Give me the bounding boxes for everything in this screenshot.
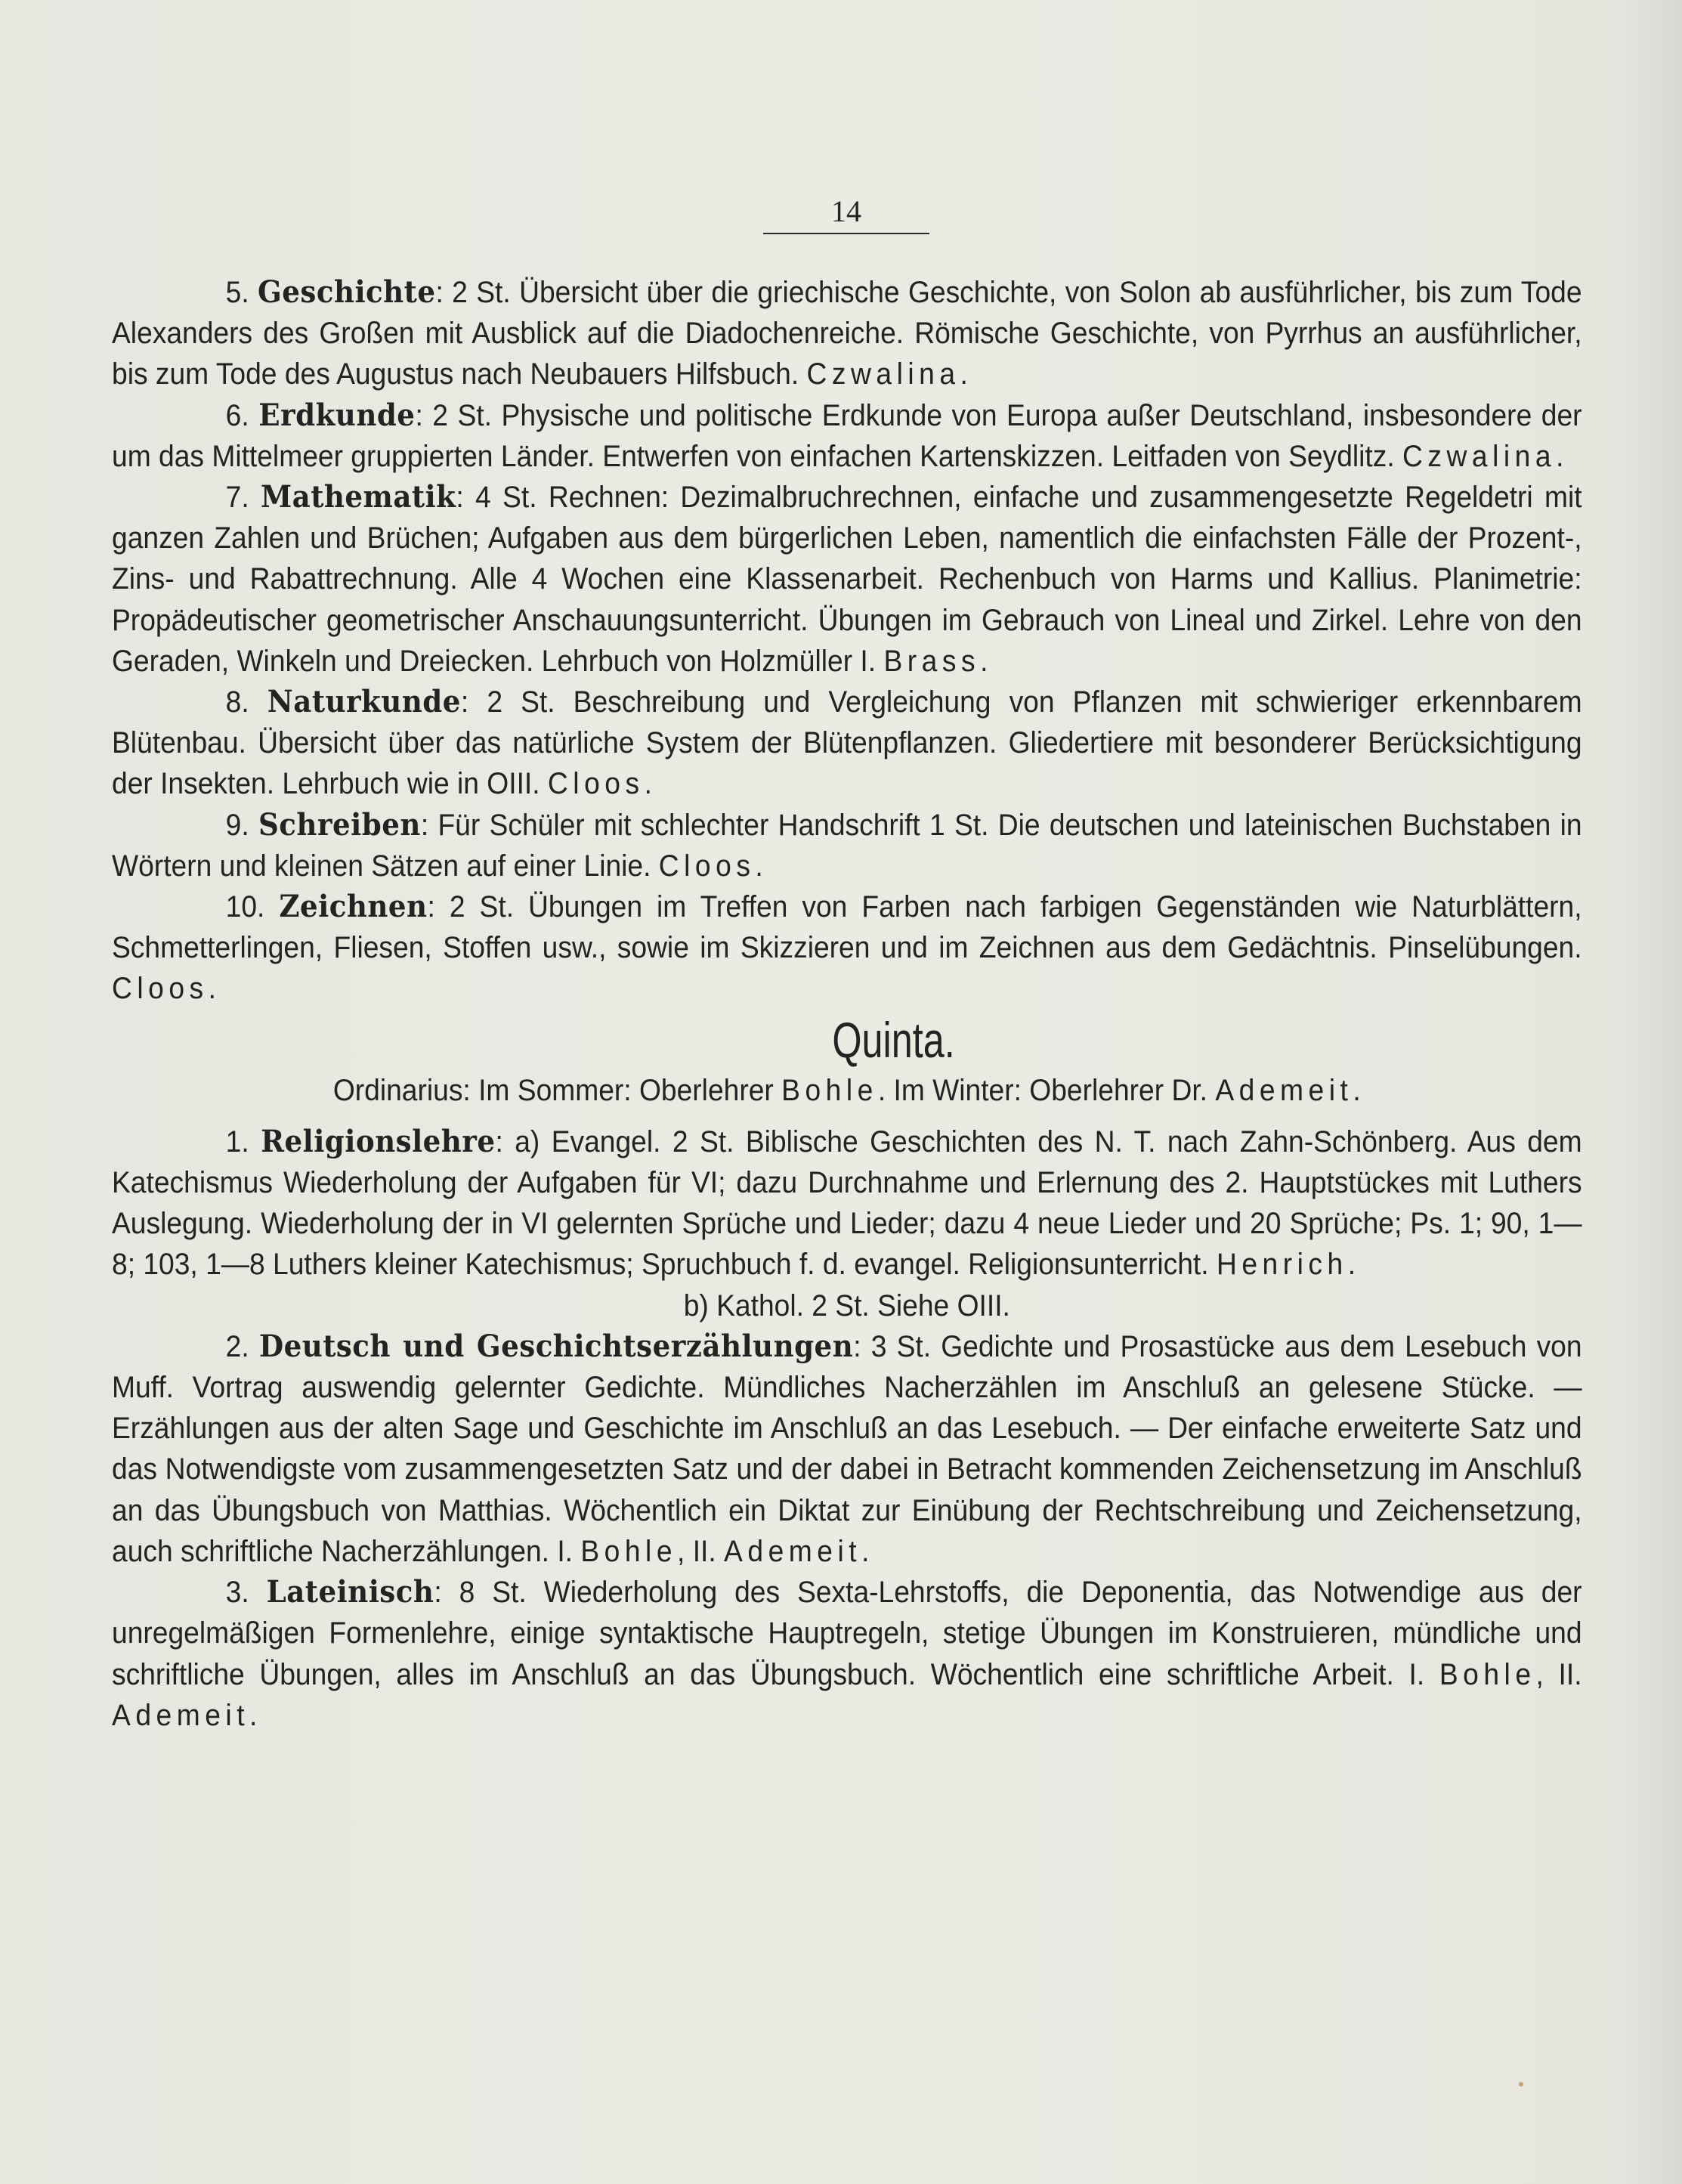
paragraph-zeichnen: 10. Zeichnen: 2 St. Übungen im Treffen von Farben nach farbigen Gegenständen wie Naturblättern, Schmetterlingen, Fliesen, Stoffen usw., sowie im Skizzieren und im Zeichnen aus dem Gedächtnis. Pinselübungen. Cloos. — [112, 889, 1582, 1006]
teacher-name: Ademeit — [112, 1698, 250, 1732]
teacher-name: Bohle — [580, 1534, 678, 1568]
teacher-name: Czwalina — [1402, 439, 1557, 473]
teacher-name: Cloos — [112, 972, 209, 1006]
paragraph-erdkunde: 6. Erdkunde: 2 St. Physische und politische Erdkunde von Europa außer Deutschland, insbesondere der um das Mittelmeer gruppierten Länder. Entwerfen von einfachen Kartenskizzen. Leitfaden von Seydlitz. Czwalina. — [112, 397, 1582, 473]
teacher-name: Cloos — [547, 767, 645, 801]
teacher-name: Cloos — [658, 849, 756, 883]
paper-speck — [1519, 2082, 1523, 2087]
page-body — [112, 272, 1582, 1736]
religion-catholic-line: b) Kathol. 2 St. Siehe OIII. — [683, 1288, 1010, 1322]
paragraph-lateinisch: 3. Lateinisch: 8 St. Wiederholung des Sexta-Lehrstoffs, die Deponentia, das Notwendige aus der unregelmäßigen Formenlehre, einige syntaktische Hauptregeln, stetige Übungen im Konstruieren, mündliche und schriftliche Übungen, alles im Anschluß an das Übungsbuch. Wöchentlich eine schriftliche Arbeit. I. Bohle, II. Ademeit. — [112, 1574, 1582, 1732]
teacher-name: Bohle — [1439, 1657, 1536, 1691]
paragraph-religionslehre: 1. Religionslehre: a) Evangel. 2 St. Biblische Geschichten des N. T. nach Zahn-Schönberg. Aus dem Katechismus Wiederholung der Aufgaben für VI; dazu Durchnahme und Erlernung des 2. Hauptstückes mit Luthers Auslegung. Wiederholung der in VI gelernten Sprüche und Lieder; dazu 4 neue Lieder und 20 Sprüche; Ps. 1; 90, 1—8; 103, 1—8 Luthers kleiner Katechismus; Spruchbuch f. d. evangel. Religionsunterricht. Henrich. — [112, 1123, 1582, 1282]
teacher-name: Brass — [883, 644, 981, 678]
paragraph-deutsch: 2. Deutsch und Geschichtserzählungen: 3 St. Gedichte und Prosastücke aus dem Lesebuch von Muff. Vortrag auswendig gelernter Gedichte. Mündliches Nacherzählen im Anschluß an gelesene Stücke. — Erzählungen aus der alten Sage und Geschichte im Anschluß an das Lesebuch. — Der einfache erweiterte Satz und das Notwendigste vom zusammengesetzten Satz und der dabei in Betracht kommenden Zeichensetzung im Anschluß an das Übungsbuch von Matthias. Wöchentlich ein Diktat zur Einübung der Rechtschreibung und Zeichensetzung, auch schriftliche Nacherzählungen. I. Bohle, II. Ademeit. — [112, 1328, 1582, 1568]
teacher-name: Czwalina — [806, 357, 960, 391]
paragraph-mathematik: 7. Mathematik: 4 St. Rechnen: Dezimalbruchrechnen, einfache und zusammengesetzte Regeldetri mit ganzen Zahlen und Brüchen; Aufgaben aus dem bürgerlichen Leben, namentlich die einfachsten Fälle der Prozent-, Zins- und Rabattrechnung. Alle 4 Wochen eine Klassenarbeit. Rechenbuch von Harms und Kallius. Planimetrie: Propädeutischer geometrischer Anschauungsunterricht. Übungen im Gebrauch von Lineal und Zirkel. Lehre von den Geraden, Winkeln und Dreiecken. Lehrbuch von Holzmüller I. Brass. — [112, 479, 1582, 678]
paragraph-geschichte: 5. Geschichte: 2 St. Übersicht über die griechische Geschichte, von Solon ab ausführlicher, bis zum Tode Alexanders des Großen mit Ausblick auf die Diadochenreiche. Römische Geschichte, von Pyrrhus an ausführlicher, bis zum Tode des Augustus nach Neubauers Hilfsbuch. Czwalina. — [112, 274, 1582, 391]
paragraph-schreiben: 9. Schreiben: Für Schüler mit schlechter Handschrift 1 St. Die deutschen und lateinischen Buchstaben in Wörtern und kleinen Sätzen auf einer Linie. Cloos. — [112, 806, 1582, 883]
ordinarius-line: Ordinarius: Im Sommer: Oberlehrer Bohle. Im Winter: Oberlehrer Dr. Ademeit. — [332, 1073, 1361, 1107]
teacher-name: Henrich — [1216, 1248, 1348, 1282]
paragraph-naturkunde: 8. Naturkunde: 2 St. Beschreibung und Vergleichung von Pflanzen mit schwieriger erkennbarem Blütenbau. Übersicht über das natürliche System der Blütenpflanzen. Gliedertiere mit besonderer Berücksichtigung der Insekten. Lehrbuch wie in OIII. Cloos. — [112, 684, 1582, 801]
page-number: 14 — [763, 193, 929, 234]
teacher-name: Ademeit — [724, 1534, 862, 1568]
section-title: Quinta. — [832, 1011, 955, 1068]
